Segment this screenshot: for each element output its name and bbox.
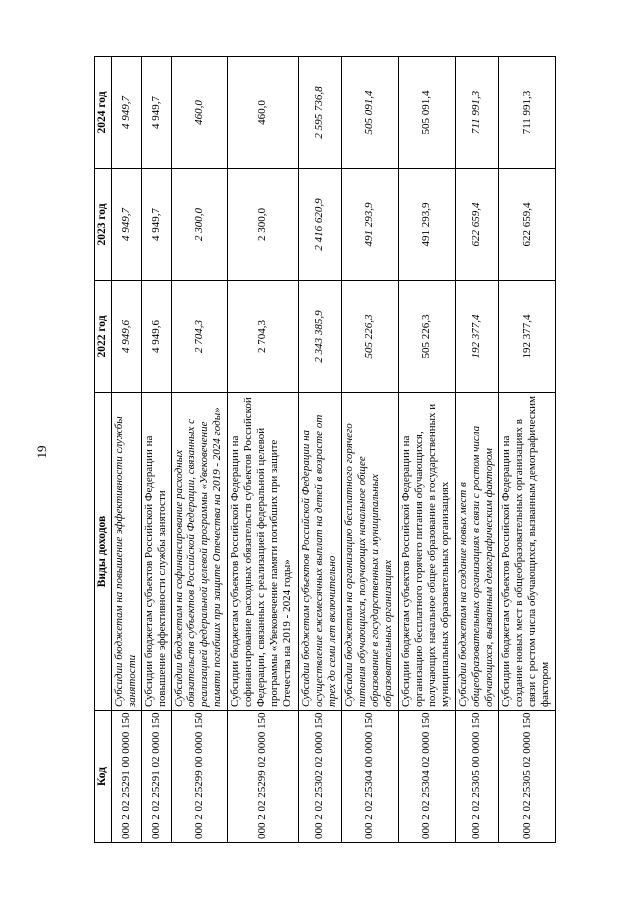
row-value-2022: 2 704,3 (228, 281, 298, 393)
row-value-2023: 622 659,4 (499, 169, 556, 281)
row-value-2024: 460,0 (228, 57, 298, 169)
row-code: 000 2 02 25305 02 0000 150 (499, 711, 556, 843)
row-code: 000 2 02 25299 00 0000 150 (171, 711, 228, 843)
row-value-2022: 4 949,6 (141, 281, 171, 393)
row-value-2022: 4 949,6 (111, 281, 141, 393)
row-value-2022: 192 377,4 (499, 281, 556, 393)
page-number: 19 (34, 445, 49, 459)
row-value-2024: 4 949,7 (111, 57, 141, 169)
table-row (141, 57, 171, 843)
row-value-2023: 4 949,7 (141, 169, 171, 281)
header-code: Код (95, 711, 112, 843)
row-value-2023: 491 293,9 (398, 169, 455, 281)
table-row (455, 57, 498, 843)
row-value-2022: 505 226,3 (342, 281, 399, 393)
table-header-row (95, 57, 112, 843)
budget-income-table (94, 56, 556, 843)
row-value-2024: 505 091,4 (398, 57, 455, 169)
row-income-kind: Субсидии бюджетам субъектов Российской Федерации на софинансирование расходных обязательств субъектов Российской Федерации, связанных с реализацией федеральной целевой программы «Увековечение памяти погибших при защите Отечества на 2019 - 2024 годы» (228, 393, 298, 711)
header-2024: 2024 год (95, 57, 112, 169)
row-value-2024: 460,0 (171, 57, 228, 169)
row-value-2022: 505 226,3 (398, 281, 455, 393)
row-value-2022: 2 704,3 (171, 281, 228, 393)
row-income-kind: Субсидии бюджетам на повышение эффективности службы занятости (111, 393, 141, 711)
row-value-2023: 2 300,0 (171, 169, 228, 281)
row-code: 000 2 02 25302 02 0000 150 (298, 711, 341, 843)
row-code: 000 2 02 25299 02 0000 150 (228, 711, 298, 843)
budget-table-rotated (94, 57, 556, 843)
table-row (342, 57, 399, 843)
row-code: 000 2 02 25304 00 0000 150 (342, 711, 399, 843)
row-code: 000 2 02 25305 00 0000 150 (455, 711, 498, 843)
row-income-kind: Субсидии бюджетам субъектов Российской Федерации на создание новых мест в общеобразовательных организациях в связи с ростом числа обучающихся, вызванным демографическим фактором (499, 393, 556, 711)
row-income-kind: Субсидии бюджетам субъектов Российской Федерации на повышение эффективности службы занятости (141, 393, 171, 711)
row-value-2024: 2 595 736,8 (298, 57, 341, 169)
row-value-2023: 622 659,4 (455, 169, 498, 281)
row-value-2024: 711 991,3 (455, 57, 498, 169)
row-income-kind: Субсидии бюджетам на организацию бесплатного горячего питания обучающихся, получающих начальное общее образование в государственных и муниципальных образовательных организациях (342, 393, 399, 711)
table-row (111, 57, 141, 843)
table-row (171, 57, 228, 843)
row-value-2024: 711 991,3 (499, 57, 556, 169)
table-row (298, 57, 341, 843)
row-value-2023: 2 300,0 (228, 169, 298, 281)
table-row (398, 57, 455, 843)
row-value-2023: 4 949,7 (111, 169, 141, 281)
row-income-kind: Субсидии бюджетам на создание новых мест в общеобразовательных организациях в связи с ростом числа обучающихся, вызванным демографическим фактором (455, 393, 498, 711)
header-2022: 2022 год (95, 281, 112, 393)
row-value-2024: 4 949,7 (141, 57, 171, 169)
header-kind: Виды доходов (95, 393, 112, 711)
table-row (499, 57, 556, 843)
row-value-2024: 505 091,4 (342, 57, 399, 169)
row-code: 000 2 02 25291 00 0000 150 (111, 711, 141, 843)
row-value-2023: 2 416 620,9 (298, 169, 341, 281)
row-value-2022: 192 377,4 (455, 281, 498, 393)
row-code: 000 2 02 25304 02 0000 150 (398, 711, 455, 843)
row-income-kind: Субсидии бюджетам субъектов Российской Федерации на осуществление ежемесячных выплат на детей в возрасте от трех до семи лет включительно (298, 393, 341, 711)
table-row (228, 57, 298, 843)
row-income-kind: Субсидии бюджетам субъектов Российской Федерации на организацию бесплатного горячего питания обучающихся, получающих начальное общее образование в государственных и муниципальных образовательных организациях (398, 393, 455, 711)
row-value-2022: 2 343 385,9 (298, 281, 341, 393)
row-code: 000 2 02 25291 02 0000 150 (141, 711, 171, 843)
header-2023: 2023 год (95, 169, 112, 281)
row-income-kind: Субсидии бюджетам на софинансирование расходных обязательств субъектов Российской Федерации, связанных с реализацией федеральной целевой программы «Увековечение памяти погибших при защите Отечества на 2019 - 2024 годы» (171, 393, 228, 711)
row-value-2023: 491 293,9 (342, 169, 399, 281)
